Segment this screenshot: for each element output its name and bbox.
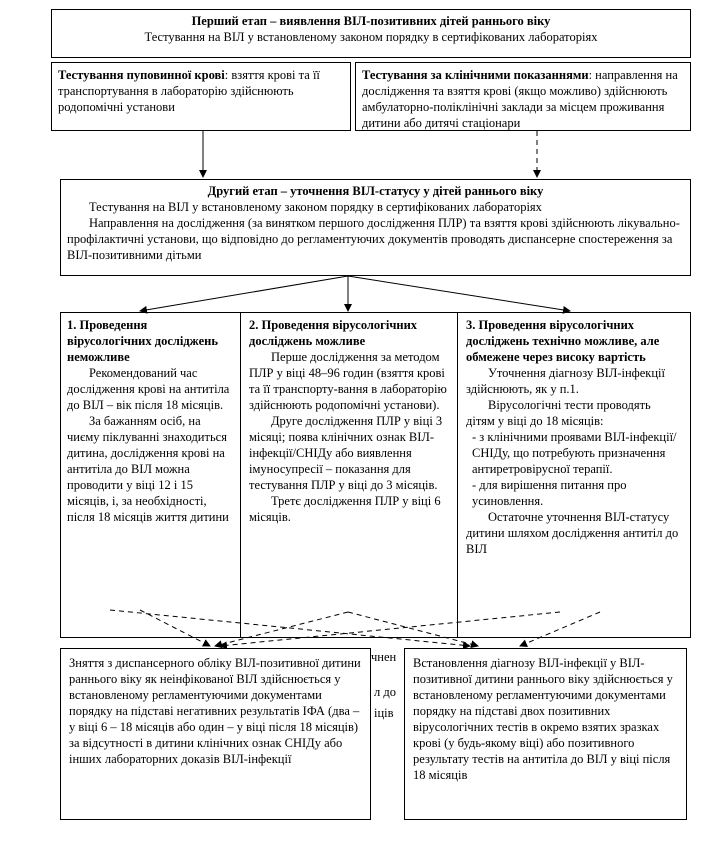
cord-blood-box: Тестування пуповинної крові: взяття крові та її транспортування в лабораторію здійснюють родопомічні установи (51, 62, 351, 131)
column1-box (60, 312, 241, 638)
column2-p2: Друге дослідження ПЛР у віці 3 місяці; поява клінічних ознак ВІЛ-інфекції/СНІДу або виявлення імуносупресії – показання для тестування ПЛР у віці до 3 місяців. (249, 414, 443, 492)
cord-blood-text: взяття крові та її транспортування в лабораторію здійснюють родопомічні установи (58, 68, 320, 114)
stage1-subtitle: Тестування на ВІЛ у встановленому законом порядку в сертифікованих лабораторіях (144, 30, 598, 44)
negative-result-text: Зняття з диспансерного обліку ВІЛ-позитивної дитини раннього віку як неінфікованої ВІЛ здійснюється у встановленому регламентуючими документами порядку на підставі негативних результатів ІФА (два – у віці 6 – 18 місяців або один – у віці після 18 місяців) за відсутності в дитини клінічних ознак СНІДу або інших лабораторних доказів ВІЛ-інфекції (69, 656, 361, 766)
arrow-stage2-to-col3 (348, 276, 570, 311)
clinical-box: Тестування за клінічними показаннями: направлення на дослідження та взяття крові (якщо можливо) здійснюють амбулаторно-поліклінічні заклади за місцем проживання дитини або дитячі стаціонари (355, 62, 691, 131)
stage1-box (51, 9, 691, 58)
column2-p1: Перше дослідження за методом ПЛР у віці 48–96 годин (взяття крові та її транспорту-вання в лабораторію здійснюють родопомічні установи). (249, 350, 447, 412)
column3-p2: Вірусологічні тести проводять дітям у віці до 18 місяців: (466, 398, 651, 428)
hidden-fragment-2: л до (374, 685, 396, 699)
stage1-title: Перший етап – виявлення ВІЛ-позитивних дітей раннього віку (191, 14, 551, 28)
stage2-line2: Направлення на дослідження (за винятком першого дослідження ПЛР) та взяття крові здійснюють лікувально-профілактичні установи, що відповідно до регламентуючих документів проводять диспансерне спостереження за ВІЛ-позитивними дітьми (67, 216, 680, 262)
clinical-heading: Тестування за клінічними показаннями (362, 68, 589, 82)
column3-p1: Уточнення діагнозу ВІЛ-інфекції здійснюють, як у п.1. (466, 366, 666, 396)
column2-heading: 2. Проведення вірусологічних досліджень можливе (249, 318, 418, 348)
clinical-text: направлення на дослідження та взяття крові (якщо можливо) здійснюють амбулаторно-поліклінічні заклади за місцем проживання дитини або дитячі стаціонари (362, 68, 678, 130)
positive-result-text: Встановлення діагнозу ВІЛ-інфекції у ВІЛ-позитивної дитини раннього віку здійснюється у встановленому регламентуючими документами порядку на підставі двох позитивних вірусологічних тестів в окремо взятих зразках крові (у будь-якому віці) або позитивного результату тестів на антитіла до ВІЛ у віці після 18 місяців (413, 656, 673, 782)
cord-blood-heading: Тестування пуповинної крові (58, 68, 225, 82)
negative-result-box (60, 648, 371, 820)
column1-p1: Рекомендований час дослідження крові на антитіла до ВІЛ – вік після 18 місяців. (67, 366, 230, 412)
positive-result-box (404, 648, 687, 820)
column2-p3: Третє дослідження ПЛР у віці 6 місяців. (249, 494, 441, 524)
stage2-line1: Тестування на ВІЛ у встановленому законом порядку в сертифікованих лабораторіях (89, 200, 542, 214)
arrow-stage2-to-col1 (140, 276, 348, 311)
column3-p3: Остаточне уточнення ВІЛ-статусу дитини шляхом дослідження антитіл до ВІЛ (466, 510, 679, 556)
stage2-box (60, 179, 691, 276)
column3-bullet2: - для вирішення питання про усиновлення. (472, 478, 627, 508)
hidden-fragment-3: іців (374, 706, 394, 720)
column3-heading: 3. Проведення вірусологічних досліджень технічно можливе, але обмежене через високу вартість (466, 318, 660, 364)
column2-box (240, 312, 458, 638)
hidden-fragment-1: чнен (371, 650, 397, 664)
column3-bullet1: - з клінічними проявами ВІЛ-інфекції/СНІДу, що потребують призначення антиретровірусної терапії. (472, 430, 677, 476)
stage2-title: Другий етап – уточнення ВІЛ-статусу у дітей раннього віку (207, 184, 544, 198)
column3-box (457, 312, 691, 638)
column1-p2: За бажанням осіб, на чиєму піклуванні знаходиться дитина, дослідження крові на антитіла до ВІЛ можна проводити у віці 12 і 15 місяців, і, за необхідності, після 18 місяців життя дитини (67, 414, 229, 524)
column3-list (466, 429, 682, 509)
column1-heading: 1. Проведення вірусологічних досліджень неможливе (67, 318, 218, 364)
